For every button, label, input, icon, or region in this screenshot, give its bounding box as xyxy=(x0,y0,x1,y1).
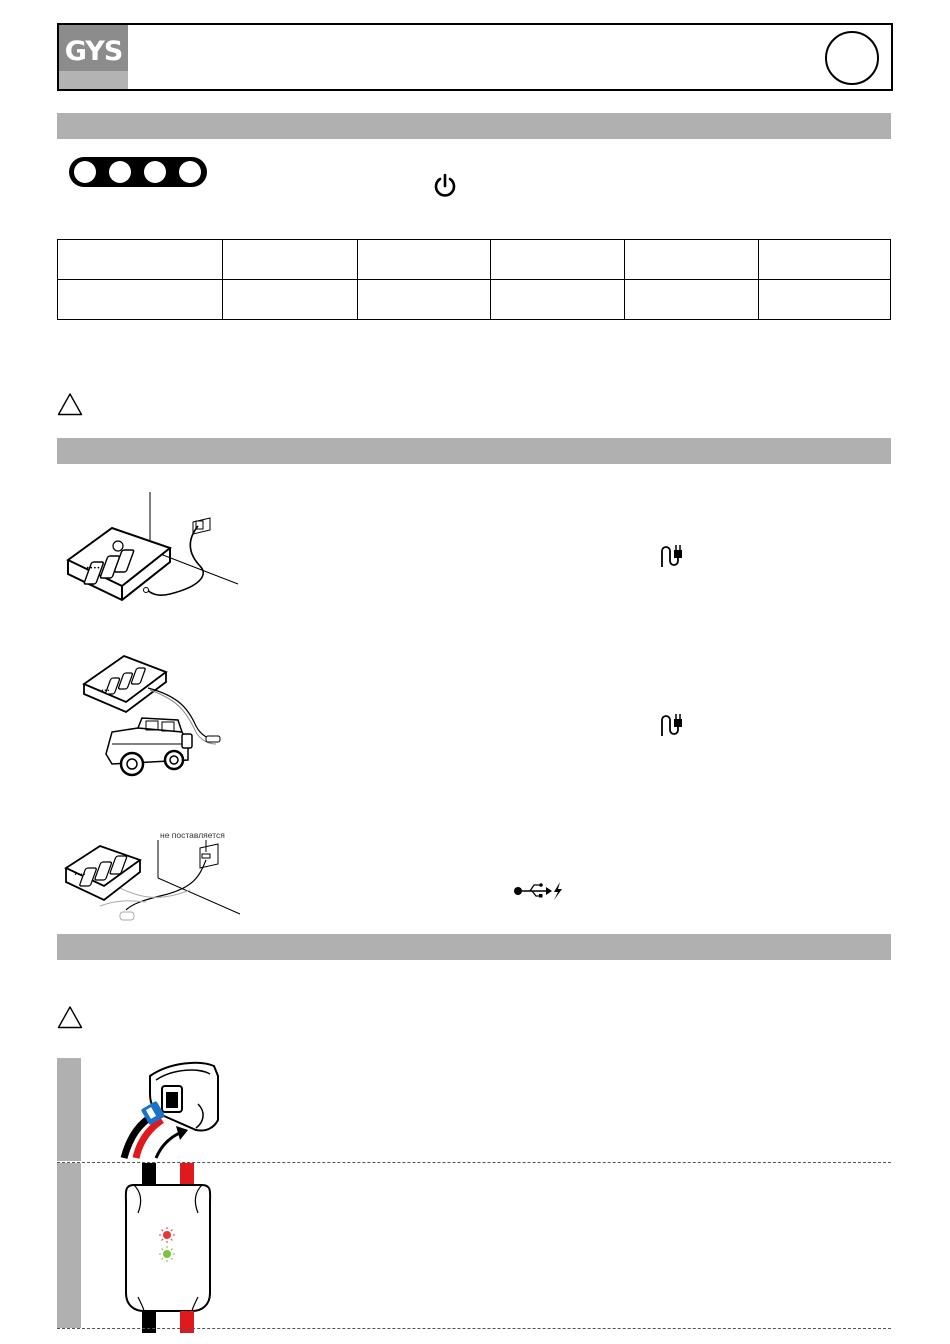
table-cell xyxy=(223,280,358,320)
gys-logo xyxy=(59,25,128,89)
warning-triangle-icon xyxy=(57,392,83,416)
usb-charge-icon xyxy=(512,880,564,902)
table-cell xyxy=(58,240,223,280)
step-divider xyxy=(57,1328,891,1329)
table-cell xyxy=(358,240,491,280)
table-cell xyxy=(58,280,223,320)
section-2-header xyxy=(57,438,891,464)
vehicle-charger-illustration xyxy=(78,648,238,782)
led-indicator-strip-icon xyxy=(67,155,209,189)
power-icon xyxy=(432,173,458,199)
step-1-marker xyxy=(57,1058,81,1161)
usb-charger-illustration xyxy=(60,840,244,932)
wall-charger-illustration xyxy=(60,490,242,608)
svg-text:••••: •••• xyxy=(86,565,101,572)
table-cell xyxy=(759,240,891,280)
table-row xyxy=(58,280,891,320)
plug-icon xyxy=(660,712,684,738)
plug-icon xyxy=(660,543,684,569)
table-cell xyxy=(491,240,625,280)
svg-text:••••: •••• xyxy=(74,872,86,878)
page-header xyxy=(57,23,893,91)
clamp-module-leds-illustration xyxy=(120,1163,216,1339)
section-3-header xyxy=(57,934,891,960)
table-cell xyxy=(759,280,891,320)
table-row xyxy=(58,240,891,280)
clamp-connection-illustration xyxy=(110,1056,226,1160)
table-cell xyxy=(223,240,358,280)
specs-table xyxy=(57,239,891,320)
table-cell xyxy=(625,240,759,280)
section-1-header xyxy=(57,113,891,139)
table-cell xyxy=(625,280,759,320)
usb-not-supplied-caption: не поставляется xyxy=(160,830,225,840)
language-badge xyxy=(825,31,879,85)
step-2-marker xyxy=(57,1163,81,1328)
warning-triangle-icon xyxy=(57,1005,83,1029)
brand-logo-text: GYS xyxy=(64,35,123,67)
table-cell xyxy=(358,280,491,320)
svg-text:••••: •••• xyxy=(98,688,110,694)
table-cell xyxy=(491,280,625,320)
